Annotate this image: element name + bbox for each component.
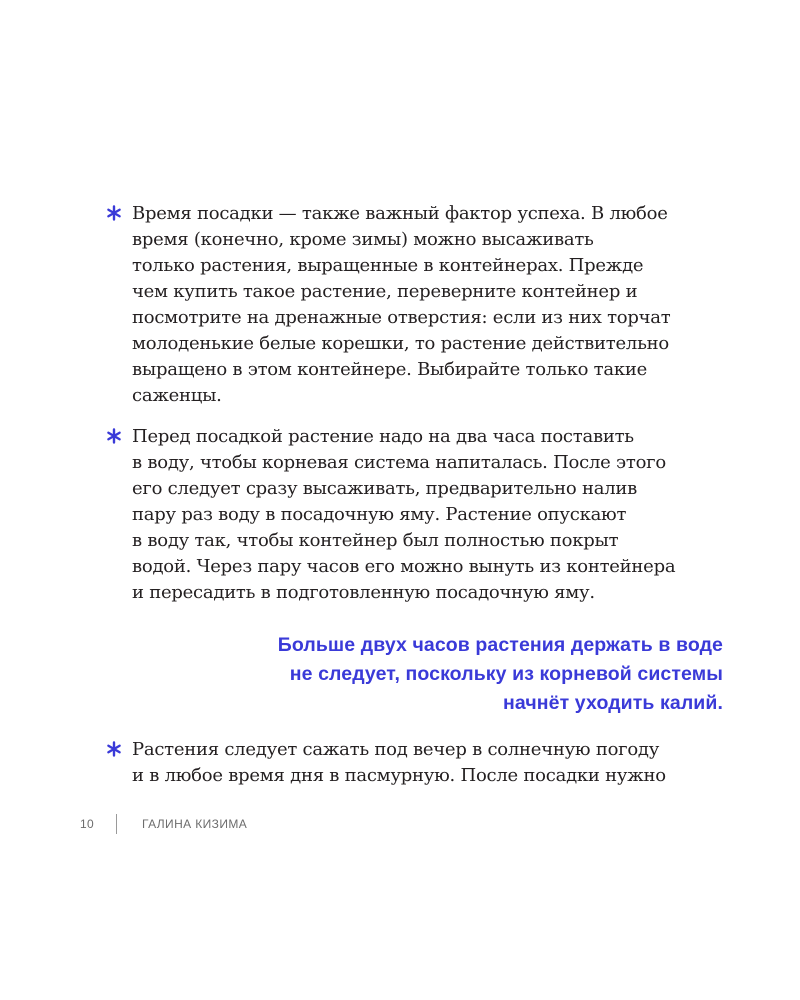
text-line: в воду так, чтобы контейнер был полностью покрыт — [132, 530, 619, 551]
text-line: его следует сразу высаживать, предварительно налив — [132, 478, 638, 499]
text-line: водой. Через пару часов его можно вынуть из контейнера — [132, 556, 676, 577]
footer-divider — [116, 814, 117, 834]
text-line: посмотрите на дренажные отверстия: если из них торчат — [132, 307, 671, 328]
pull-quote-line: Больше двух часов растения держать в воде — [277, 634, 723, 656]
pull-quote — [163, 631, 723, 718]
bullet-text — [132, 424, 732, 606]
text-line: Перед посадкой растение надо на два часа поставить — [132, 426, 634, 447]
asterisk-icon — [104, 737, 124, 761]
text-line: Растения следует сажать под вечер в солнечную погоду — [132, 739, 660, 760]
pull-quote-line: не следует, поскольку из корневой системы — [289, 663, 723, 685]
asterisk-icon — [104, 201, 124, 225]
bullet-text — [132, 201, 732, 409]
text-line: и в любое время дня в пасмурную. После посадки нужно — [132, 765, 666, 786]
page-number: 10 — [80, 817, 94, 831]
text-line: чем купить такое растение, переверните контейнер и — [132, 281, 638, 302]
asterisk-icon — [104, 424, 124, 448]
text-line: время (конечно, кроме зимы) можно высаживать — [132, 229, 594, 250]
text-line: пару раз воду в посадочную яму. Растение опускают — [132, 504, 627, 525]
text-line: только растения, выращенные в контейнерах. Прежде — [132, 255, 644, 276]
bullet-text — [132, 737, 732, 789]
text-line: и пересадить в подготовленную посадочную яму. — [132, 582, 595, 603]
text-line: выращено в этом контейнере. Выбирайте только такие — [132, 359, 647, 380]
text-line: молоденькие белые корешки, то растение действительно — [132, 333, 669, 354]
pull-quote-line: начнёт уходить калий. — [503, 692, 723, 714]
text-line: саженцы. — [132, 385, 222, 406]
text-line: в воду, чтобы корневая система напиталась. После этого — [132, 452, 666, 473]
running-head-author: ГАЛИНА КИЗИМА — [142, 817, 248, 831]
text-line: Время посадки — также важный фактор успеха. В любое — [132, 203, 668, 224]
